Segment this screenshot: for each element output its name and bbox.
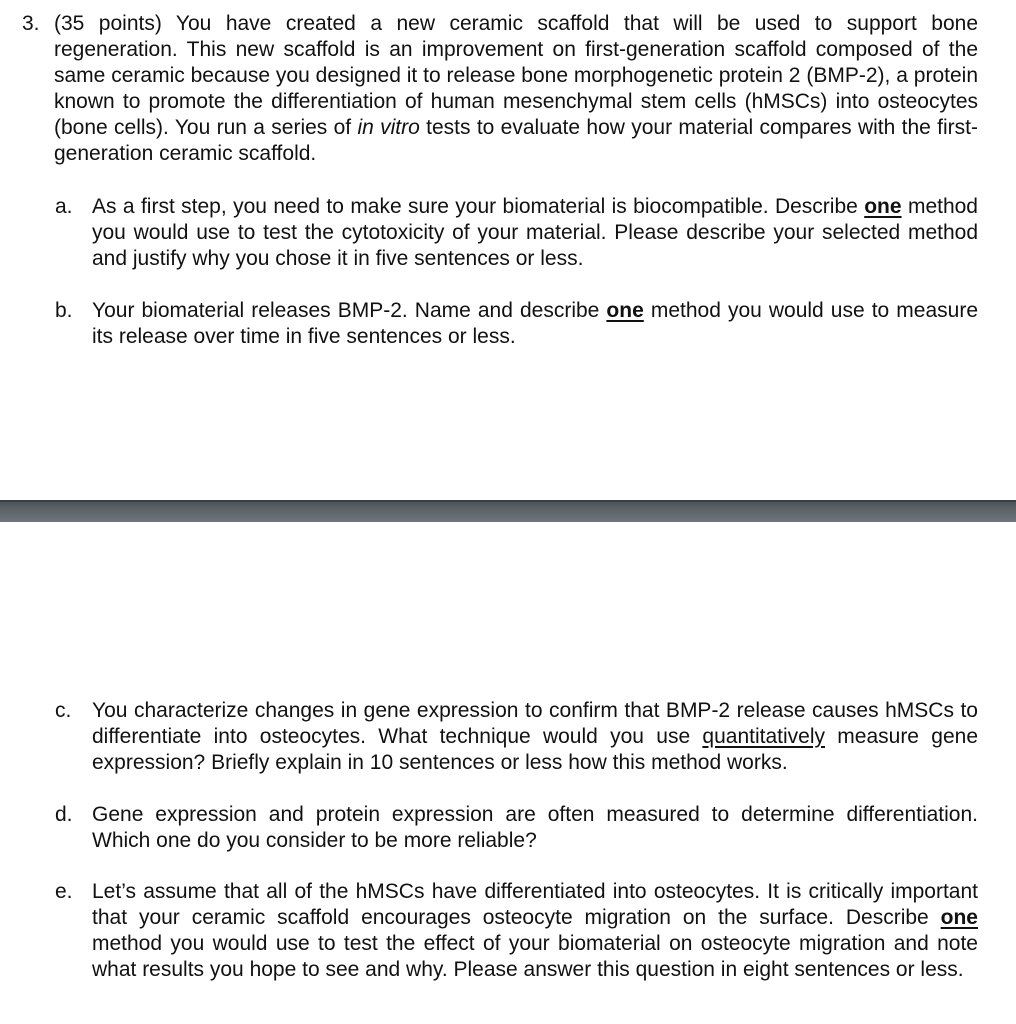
part-e-pre: Let’s assume that all of the hMSCs have differentiated into osteocytes. It is critically important that your ceramic scaffold encourages osteocyte migration on the surface. Describe xyxy=(92,880,978,929)
part-c-post: measure gene expression? Briefly explain in 10 sentences or less how this method works. xyxy=(92,725,978,774)
part-e-emphasis: one xyxy=(940,906,978,929)
part-b-post: method you would use to measure its release over time in five sentences or less. xyxy=(92,299,978,348)
part-a-post: method you would use to test the cytotoxicity of your material. Please describe your selected method and justify why you chose it in five sentences or less. xyxy=(92,195,978,270)
question-3 xyxy=(22,11,978,167)
part-e-post: method you would use to test the effect of your biomaterial on osteocyte migration and note what results you hope to see and why. Please answer this question in eight sentences or less. xyxy=(92,932,978,981)
part-b-text xyxy=(92,298,978,350)
part-e xyxy=(55,879,978,983)
page-divider-edge xyxy=(0,500,1016,502)
part-c-pre: You characterize changes in gene expression to confirm that BMP-2 release causes hMSCs to differentiate into osteocytes. What technique would you use xyxy=(92,699,978,748)
part-b xyxy=(55,298,978,350)
part-c-emphasis: quantitatively xyxy=(702,725,825,748)
part-d-text: Gene expression and protein expression are often measured to determine differentiation. Which one do you consider to be more reliable? xyxy=(92,803,978,852)
part-a-letter: a. xyxy=(55,195,73,218)
part-a-emphasis: one xyxy=(864,195,902,218)
part-e-letter: e. xyxy=(55,880,73,903)
question-number: 3. xyxy=(22,12,40,35)
part-b-pre: Your biomaterial releases BMP-2. Name and describe xyxy=(92,299,607,322)
question-text-part2: tests to evaluate how your material compares with the first-generation ceramic scaffold. xyxy=(54,116,978,165)
question-text-italic: in vitro xyxy=(357,116,420,139)
part-c-text xyxy=(92,698,978,776)
part-d-letter: d. xyxy=(55,803,73,826)
part-d xyxy=(55,802,978,854)
question-prompt xyxy=(54,11,978,167)
part-b-letter: b. xyxy=(55,299,73,322)
part-b-emphasis: one xyxy=(606,299,644,322)
part-c-letter: c. xyxy=(55,699,72,722)
part-c xyxy=(55,698,978,776)
part-a-pre: As a first step, you need to make sure your biomaterial is biocompatible. Describe xyxy=(92,195,865,218)
page-divider xyxy=(0,500,1016,522)
part-a-text xyxy=(92,194,978,272)
question-text-part1: (35 points) You have created a new ceramic scaffold that will be used to support bone regeneration. This new scaffold is an improvement on first-generation scaffold composed of the same ceramic because you designed it to release bone morphogenetic protein 2 (BMP-2), a protein known to promote the differentiation of human mesenchymal stem cells (hMSCs) into osteocytes (bone cells). You run a series of xyxy=(54,12,978,139)
part-e-text xyxy=(92,879,978,983)
part-a xyxy=(55,194,978,272)
